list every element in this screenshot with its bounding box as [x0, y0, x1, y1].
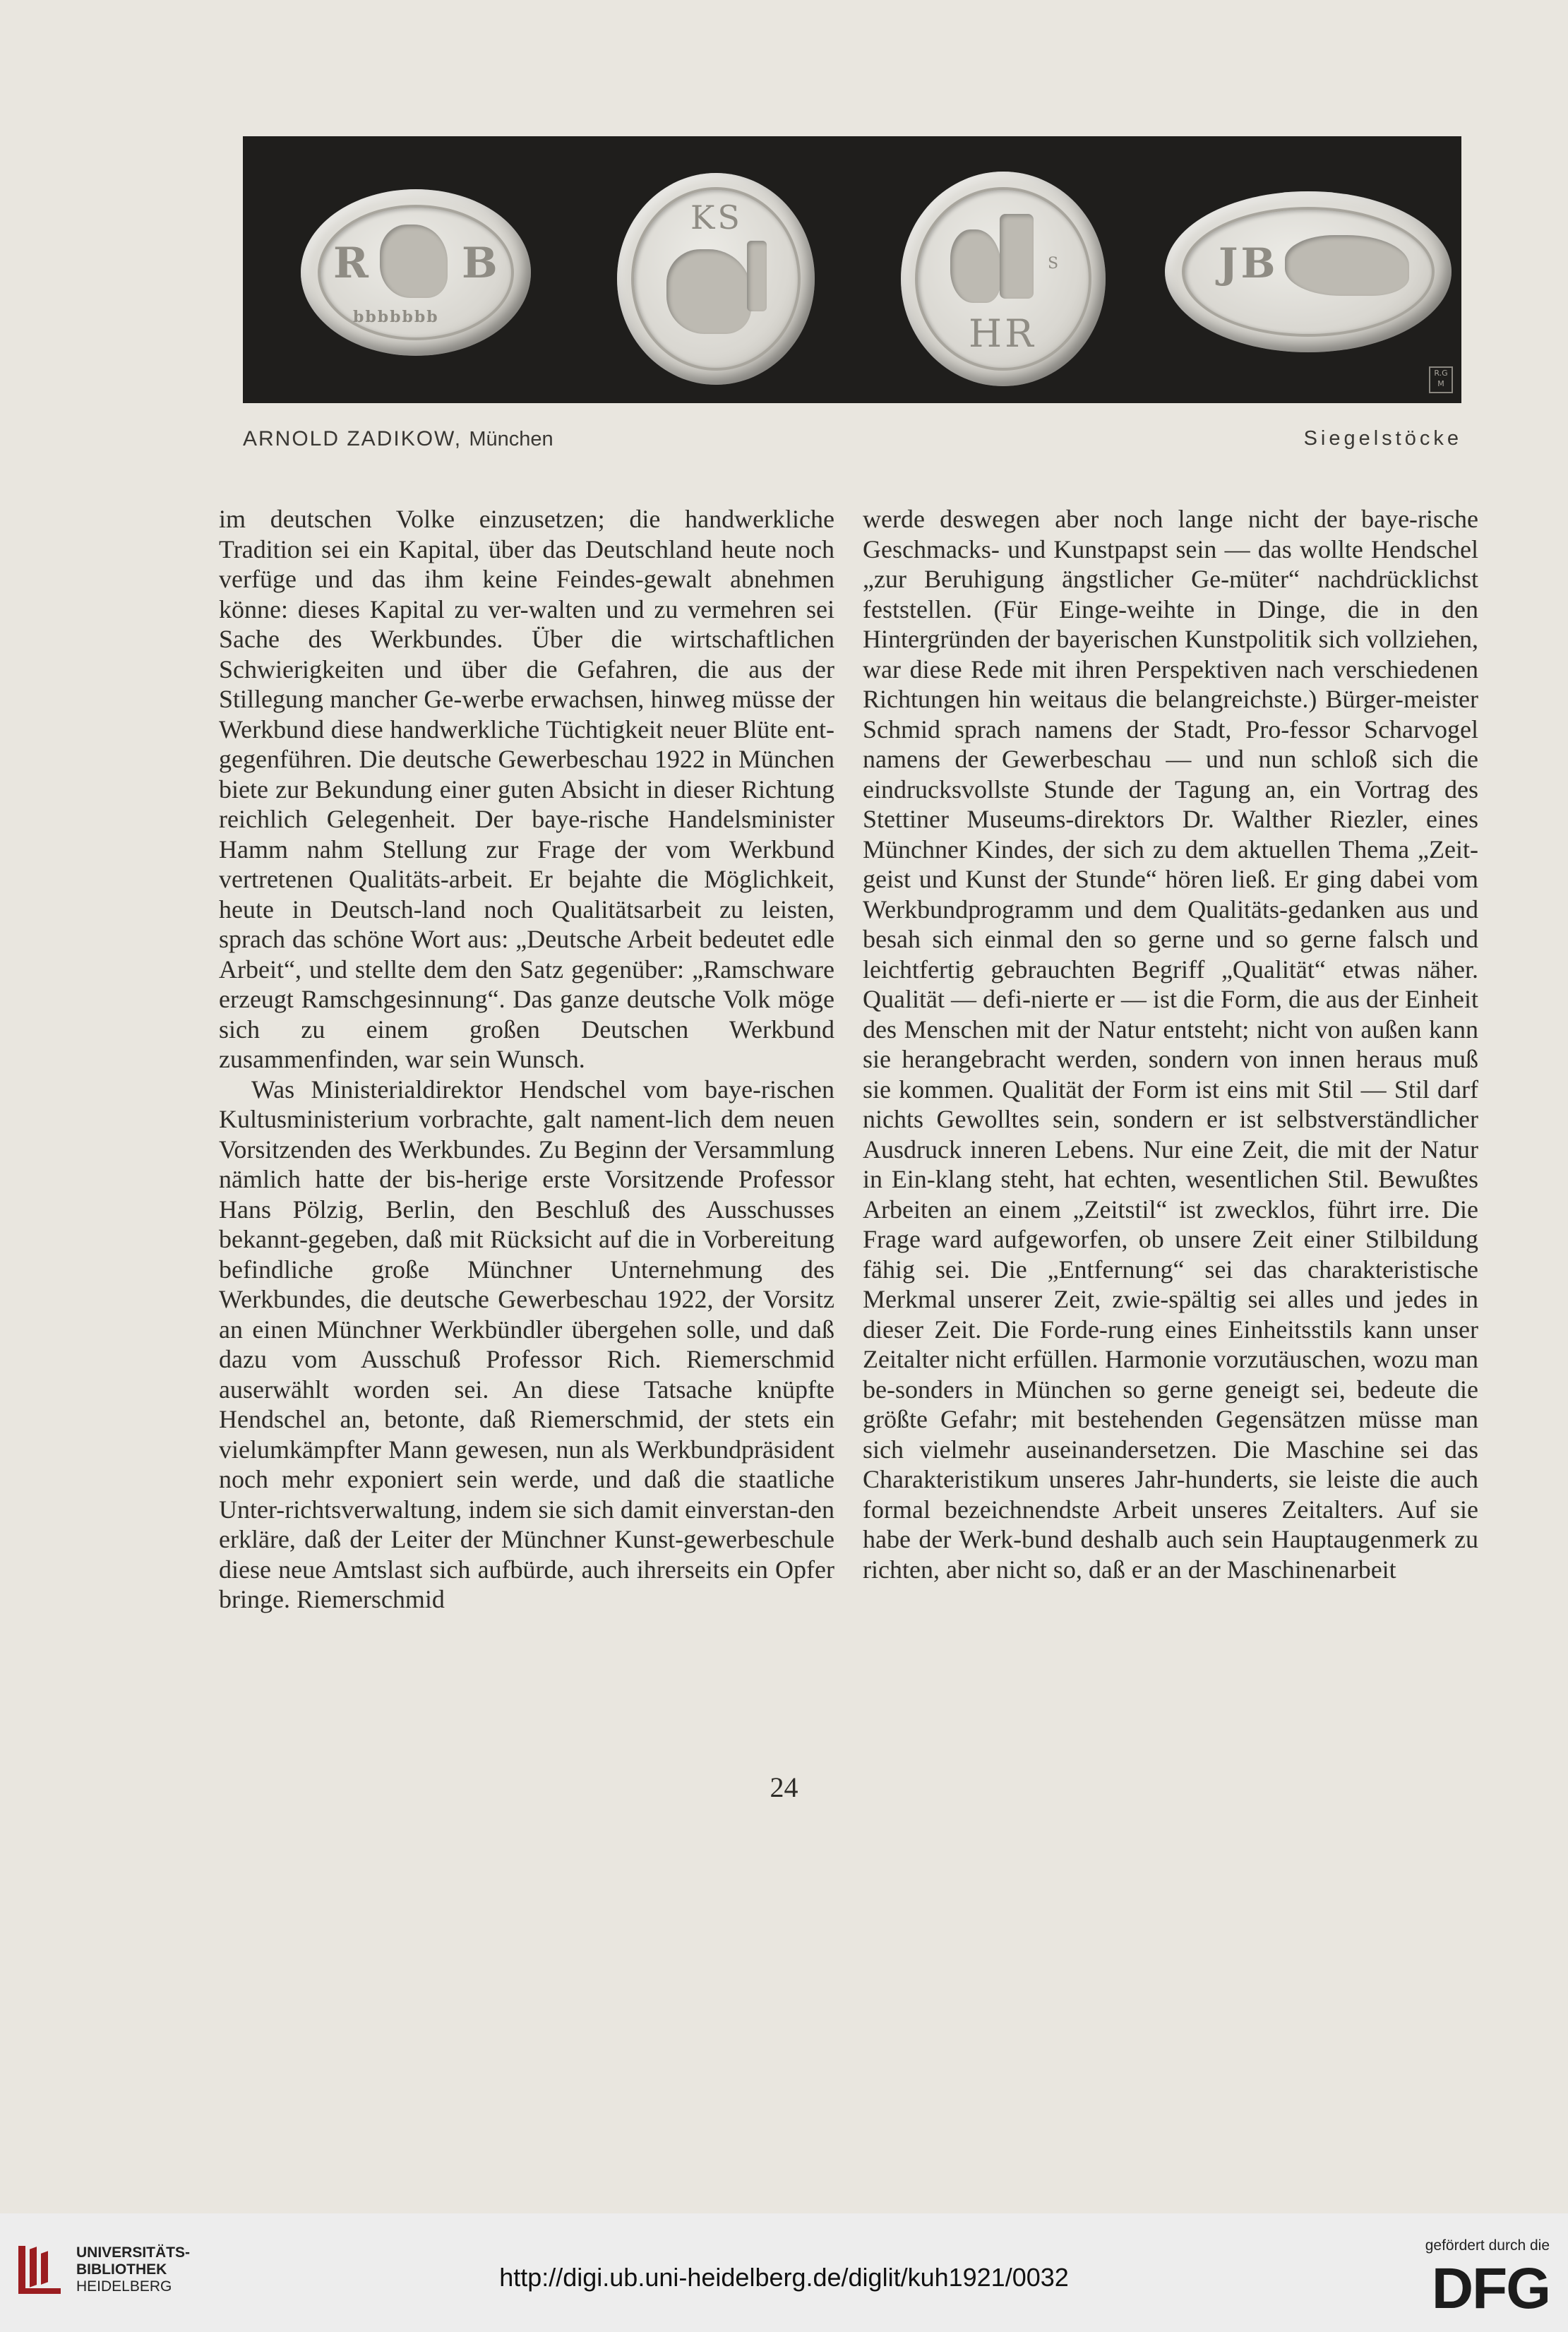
digitization-footer	[0, 2213, 1568, 2332]
library-name: UNIVERSITÄTS- BIBLIOTHEK HEIDELBERG	[76, 2244, 191, 2295]
text-column-left	[219, 504, 834, 1615]
text-column-right	[863, 504, 1478, 1584]
artist-name: ARNOLD ZADIKOW,	[243, 427, 462, 450]
seal-rb-border-text: bbbbbbb	[353, 308, 439, 326]
seal-hr-monogram: HR	[969, 311, 1036, 356]
paragraph: im deutschen Volke einzusetzen; die handwerkliche Tradition sei ein Kapital, über das Deutschland heute noch verfüge und das ihm keine Feindes-gewalt abnehmen könne: dieses Kapital zu ver-walten und zu vermehren sei Sache des Werkbundes. Über die wirtschaftlichen Schwierigkeiten und über die Gefahren, die aus der Stillegung mancher Ge-werbe erwachsen, hinweg müsse der Werkbund diese handwerkliche Tüchtigkeit neuer Blüte ent-gegenführen. Die deutsche Gewerbeschau 1922 in München biete zur Bekundung einer guten Absicht in dieser Richtung reichlich Gelegenheit. Der baye-rische Handelsminister Hamm nahm Stellung zur Frage der vom Werkbund vertretenen Qualitäts-arbeit. Er bejahte die Möglichkeit, heute in Deutsch-land noch Qualitätsarbeit zu leisten, sprach das schöne Wort aus: „Deutsche Arbeit bedeutet edle Arbeit“, und stellte dem den Satz gegenüber: „Ramschware erzeugt Ramschgesinnung“. Das ganze deutsche Volk möge sich zu einem großen Deutschen Werkbund zusammenfinden, war sein Wunsch.	[219, 505, 834, 1073]
photographer-mark: R.G M	[1429, 366, 1453, 393]
artist-city: München	[469, 428, 553, 450]
seal-hr-small-mark: S	[1048, 255, 1062, 273]
seal-hr	[901, 172, 1106, 386]
seal-ks-monogram: KS	[690, 198, 743, 237]
seal-rb-letter-b: B	[462, 239, 501, 288]
seal-jb	[1165, 191, 1452, 352]
seal-rb	[301, 189, 531, 356]
page-number: 24	[770, 1771, 798, 1803]
seal-ks	[617, 173, 815, 385]
paragraph: Was Ministerialdirektor Hendschel vom baye-rischen Kultusministerium vorbrachte, galt nament-lich dem neuen Vorsitzenden des Werkbundes. Zu Beginn der Versammlung nämlich hatte der bis-herige erste Vorsitzende Professor Hans Pölzig, Berlin, den Beschluß des Ausschusses bekannt-gegeben, daß mit Rücksicht auf die in Vorbereitung befindliche große Münchner Unternehmung des Werkbundes, die deutsche Gewerbeschau 1922, der Vorsitz an einen Münchner Werkbündler übergehen solle, und daß dazu vom Ausschuß Professor Rich. Riemerschmid auserwählt worden sei. An diese Tatsache knüpfte Hendschel an, betonte, daß Riemerschmid, der stets ein vielumkämpfter Mann gewesen, nun als Werkbundpräsident noch mehr exponiert sein werde, und daß die staatliche Unter-richtsverwaltung, indem sie sich damit einverstan-den erkläre, daß der Leiter der Münchner Kunst-gewerbeschule diese neue Amtslast sich aufbürde, auch ihrerseits ein Opfer bringe. Riemerschmid	[219, 1075, 834, 1613]
plate-caption-artist	[243, 427, 553, 451]
dfg-logo: DFG	[1431, 2256, 1550, 2321]
permalink-url[interactable]: http://digi.ub.uni-heidelberg.de/diglit/kuh1921/0032	[499, 2263, 1069, 2292]
seal-rb-letter-r: R	[333, 239, 371, 288]
plate-caption-title: Siegelstöcke	[1303, 427, 1462, 450]
paragraph: werde deswegen aber noch lange nicht der baye-rische Geschmacks- und Kunstpapst sein — das wollte Hendschel „zur Beruhigung ängstlicher Ge-müter“ nachdrücklichst feststellen. (Für Einge-weihte in Dinge, die in den Hintergründen der bayerischen Kunstpolitik sich vollziehen, war diese Rede mit ihren Perspektiven nach verschiedenen Richtungen hin weitaus die belangreichste.) Bürger-meister Schmid sprach namens der Stadt, Pro-fessor Scharvogel namens der Gewerbeschau — und nun schloß sich die eindrucksvollste Stunde der Tagung an, ein Vortrag des Stettiner Museums-direktors Dr. Walther Riezler, eines Münchner Kindes, der sich zu dem aktuellen Thema „Zeit-geist und Kunst der Stunde“ hören ließ. Er ging dabei vom Werkbundprogramm und dem Qualitäts-gedanken aus und besah sich einmal den so gerne und so gerne falsch und leichtfertig gebrauchten Begriff „Qualität“ etwas näher. Qualität — defi-nierte er — ist die Form, die aus der Einheit des Menschen mit der Natur entsteht; nicht von außen kann sie herangebracht werden, sondern von innen heraus muß sie kommen. Qualität der Form ist eins mit Stil — Stil darf nichts Gewolltes sein, sondern er ist selbstverständlicher Ausdruck inneren Lebens. Nur eine Zeit, die mit der Natur in Ein-klang steht, hat echten, wesentlichen Stil. Bewußtes Arbeiten an einem „Zeitstil“ ist zwecklos, führt irre. Die Frage ward aufgeworfen, ob unsere Zeit einer Stilbildung fähig sei. Die „Entfernung“ sei das charakteristische Merkmal unserer Zeit, zwie-spältig sei alles und jedes in dieser Zeit. Die Forde-rung eines Einheitsstils kann unser Zeitalter nicht erfüllen. Harmonie vorzutäuschen, wozu man be-sonders in München so gerne geneigt sei, bedeute die größte Gefahr; mit bestehenden Gegensätzen müsse man sich vielmehr auseinandersetzen. Die Maschine sei das Charakteristikum unseres Jahr-hunderts, sie leiste die auch formal bezeichnendste Arbeit unseres Zeitalters. Auf sie habe der Werk-bund deshalb auch sein Hauptaugenmerk zu richten, aber nicht so, daß er an der Maschinenarbeit	[863, 505, 1478, 1584]
seal-photograph	[243, 136, 1461, 403]
funding-label: gefördert durch die	[1425, 2237, 1550, 2254]
seal-jb-monogram: JB	[1219, 239, 1279, 287]
